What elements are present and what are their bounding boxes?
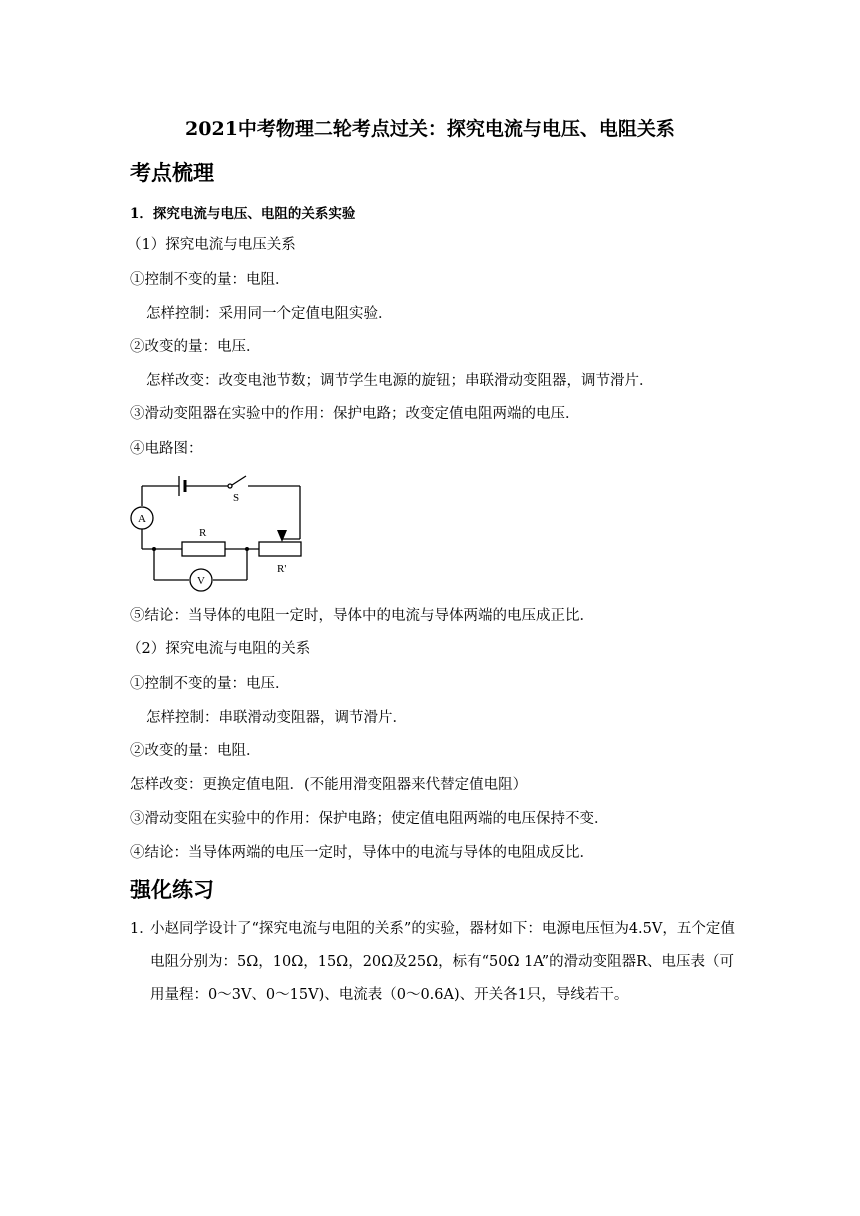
text-line: 怎样改变：改变电池节数；调节学生电源的旋钮；串联滑动变阻器，调节滑片． — [146, 373, 654, 389]
text-line: ⑤结论：当导体的电阻一定时，导体中的电流与导体两端的电压成正比． — [130, 608, 594, 624]
question-1 — [130, 913, 740, 1012]
section-heading-practice: 强化练习 — [130, 878, 214, 902]
text-line: ①控制不变的量：电阻． — [130, 272, 290, 288]
junction-dot — [152, 547, 156, 551]
subheading-experiment: 1．探究电流与电压、电阻的关系实验 — [130, 206, 356, 222]
text-line: ③滑动变阻在实验中的作用：保护电路；使定值电阻两端的电压保持不变． — [130, 811, 609, 827]
switch-contact — [228, 484, 232, 488]
text-line: ④结论：当导体两端的电压一定时，导体中的电流与导体的电阻成反比． — [130, 845, 594, 861]
text-line: ①控制不变的量：电压． — [130, 676, 290, 692]
switch-lever — [232, 476, 246, 485]
text-line: 怎样控制：串联滑动变阻器，调节滑片． — [146, 710, 407, 726]
rheostat-symbol — [259, 542, 301, 556]
junction-dot — [245, 547, 249, 551]
resistor-symbol — [182, 542, 225, 556]
text-line: （2）探究电流与电阻的关系 — [127, 641, 311, 657]
document-title: 2021中考物理二轮考点过关：探究电流与电压、电阻关系 — [185, 118, 675, 140]
text-line: ②改变的量：电压． — [130, 339, 261, 355]
circuit-diagram — [126, 470, 311, 592]
slider-arrowhead — [277, 530, 287, 542]
question-number: 1． — [130, 921, 154, 937]
text-line: 怎样控制：采用同一个定值电阻实验． — [146, 306, 393, 322]
label-rheostat: R' — [277, 563, 287, 575]
text-line: 怎样改变：更换定值电阻．(不能用滑变阻器来代替定值电阻） — [130, 777, 528, 793]
text-line: ③滑动变阻器在实验中的作用：保护电路；改变定值电阻两端的电压． — [130, 406, 580, 422]
label-ammeter: A — [138, 513, 146, 525]
text-line: ④电路图： — [130, 441, 203, 457]
label-switch: S — [233, 492, 240, 504]
label-voltmeter: V — [197, 575, 205, 587]
label-resistor: R — [199, 527, 207, 539]
text-line: ②改变的量：电阻． — [130, 743, 261, 759]
section-heading-key-points: 考点梳理 — [130, 161, 214, 185]
question-text: 小赵同学设计了“探究电流与电阻的关系”的实验，器材如下：电源电压恒为4.5V，五个定值电阻分别为：5Ω，10Ω，15Ω，20Ω及25Ω，标有“50Ω 1A”的滑动变阻器R、电压表（可用量程：0～3V、0～15V)、电流表（0～0.6A)、开关各1只，导线若干。 — [150, 921, 735, 1003]
text-line: （1）探究电流与电压关系 — [127, 237, 296, 253]
